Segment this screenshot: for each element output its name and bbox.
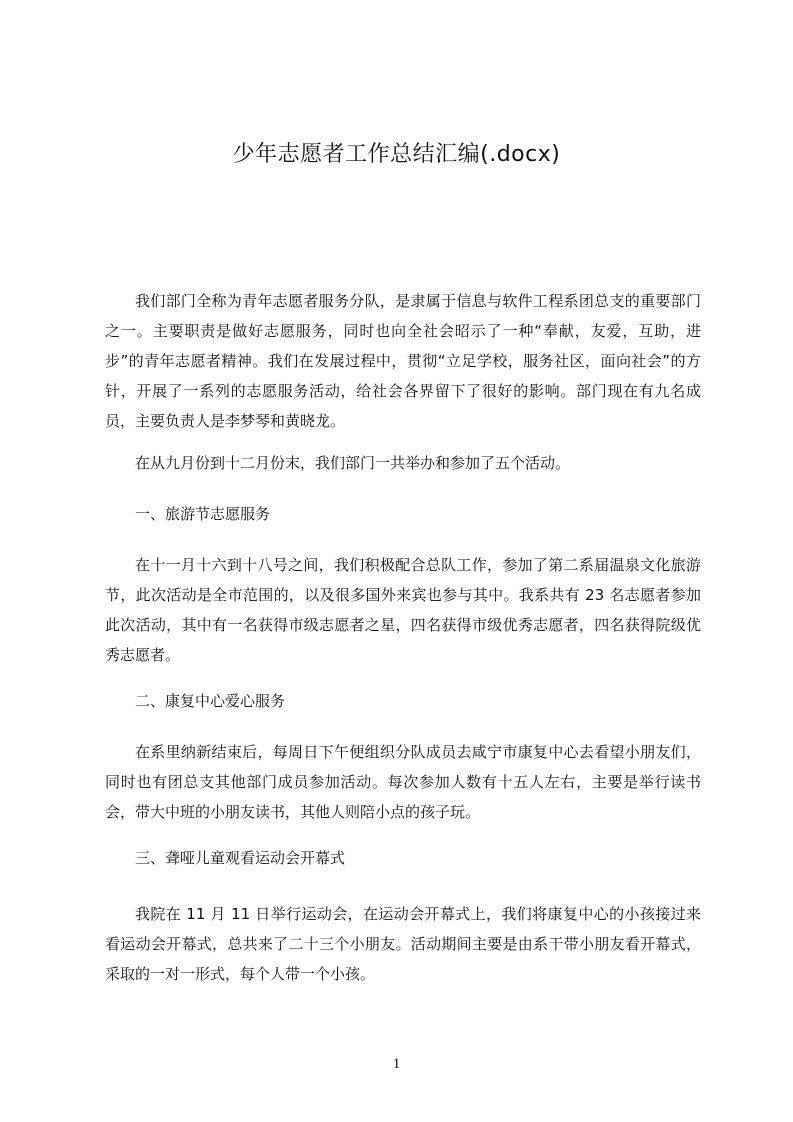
paragraph-rehab-center: 在系里纳新结束后，每周日下午便组织分队成员去咸宁市康复中心去看望小朋友们，同时也有团总支其他部门成员参加活动。每次参加人数有十五人左右，主要是举行读书会，带大中班的小朋友读书，其他人则陪小点的孩子玩。 [105, 743, 701, 821]
section-heading-3: 三、聋哑儿童观看运动会开幕式 [135, 849, 346, 867]
section-heading-1: 一、旅游节志愿服务 [135, 505, 271, 523]
document-title: 少年志愿者工作总结汇编(.docx) [232, 142, 561, 167]
page-number: 1 [392, 1056, 401, 1072]
paragraph-sports-meeting: 我院在 11 月 11 日举行运动会，在运动会开幕式上，我们将康复中心的小孩接过来看运动会开幕式，总共来了二十三个小朋友。活动期间主要是由系干带小朋友看开幕式，采取的一对一形式，每个人带一个小孩。 [105, 905, 701, 983]
paragraph-summary: 在从九月份到十二月份末，我们部门一共举办和参加了五个活动。 [135, 454, 571, 472]
paragraph-tourism-festival: 在十一月十六到十八号之间，我们积极配合总队工作，参加了第二系届温泉文化旅游节，此次活动是全市范围的，以及很多国外来宾也参与其中。我系共有 23 名志愿者参加此次活动，其中有一名获得市级志愿者之星，四名获得市级优秀志愿者，四名获得院级优秀志愿者。 [105, 556, 701, 664]
paragraph-intro: 我们部门全称为青年志愿者服务分队，是隶属于信息与软件工程系团总支的重要部门之一。主要职责是做好志愿服务，同时也向全社会昭示了一种“奉献，友爱，互助，进步”的青年志愿者精神。我们在发展过程中，贯彻“立足学校，服务社区，面向社会”的方针，开展了一系列的志愿服务活动，给社会各界留下了很好的影响。部门现在有九名成员，主要负责人是李梦琴和黄晓龙。 [105, 292, 701, 430]
section-heading-2: 二、康复中心爱心服务 [135, 692, 286, 710]
